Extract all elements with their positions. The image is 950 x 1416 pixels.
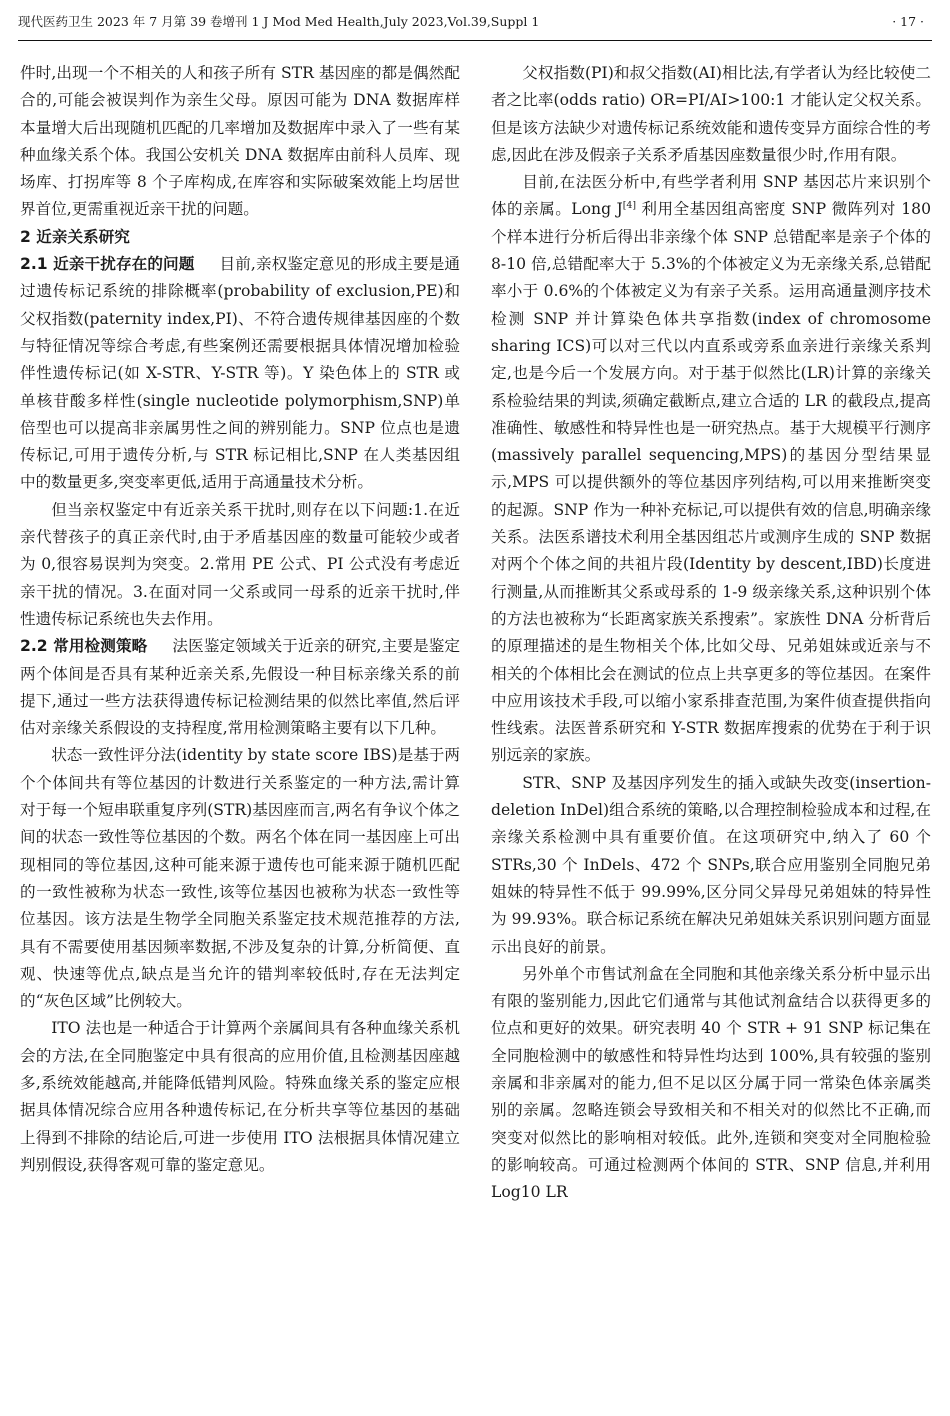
subsection-title: 2.1 近亲干扰存在的问题 [20, 255, 195, 274]
paragraph: ITO 法也是一种适合于计算两个亲属间具有各种血缘关系机会的方法,在全同胞鉴定中具有很高的应用价值,且检测基因座越多,系统效能越高,并能降低错判风险。特殊血缘关系的鉴定应根据具体情况综合应用各种遗传标记,在分析共享等位基因的基础上得到不排除的结论后,可进一步使用 ITO 法根据具体情况建立判别假设,获得客观可靠的鉴定意见。 [20, 1019, 460, 1174]
paragraph: 件时,出现一个不相关的人和孩子所有 STR 基因座的都是偶然配合的,可能会被误判作为亲生父母。原因可能为 DNA 数据库样本量增大后出现随机匹配的几率增加及数据库中录入了一些有某种血缘关系个体。我国公安机关 DNA 数据库由前科人员库、现场库、打拐库等 8 个子库构成,在库容和实际破案效能上均居世界首位,更需重视近亲干扰的问题。 [20, 64, 460, 219]
subsection-body: 目前,亲权鉴定意见的形成主要是通过遗传标记系统的排除概率(probability of exclusion,PE)和父权指数(paternity index,PI)、不符合遗传规律基因座的个数与特征情况等综合考虑,有些案例还需要根据具体情况增加检验伴性遗传标记(如 X-STR、Y-STR 等)。Y 染色体上的 STR 或单核苷酸多样性(single nucleotide polymorphism,SNP)单倍型也可以提高非亲属男性之间的辨别能力。SNP 位点也是遗传标记,可用于遗传分析,与 STR 标记相比,SNP 在人类基因组中的数量更多,突变率更低,适用于高通量技术分析。 [20, 255, 460, 492]
page-number: · 17 · [892, 14, 924, 29]
paragraph: 父权指数(PI)和叔父指数(AI)相比法,有学者认为经比较使二者之比率(odds ratio) OR=PI/AI>100:1 才能认定父权关系。但是该方法缺少对遗传标记系统效能和遗传变异方面综合性的考虑,因此在涉及假亲子关系矛盾基因座数量很少时,作用有限。 [491, 64, 931, 164]
left-column [20, 60, 460, 1179]
section-heading: 2 近亲关系研究 [20, 227, 130, 246]
paragraph: 状态一致性评分法(identity by state score IBS)是基于两个个体间共有等位基因的计数进行关系鉴定的一种方法,需计算对于每一个短串联重复序列(STR)基因座而言,两名有争议个体之间的状态一致性等位基因的个数。两名个体在同一基因座上可出现相同的等位基因,这种可能来源于遗传也可能来源于随机匹配的一致性被称为状态一致性,该等位基因也被称为状态一致性等位基因。该方法是生物学全同胞关系鉴定技术规范推荐的方法,具有不需要使用基因频率数据,不涉及复杂的计算,分析简便、直观、快速等优点,缺点是当允许的错判率较低时,存在无法判定的“灰色区域”比例较大。 [20, 746, 460, 1011]
paragraph [491, 169, 931, 770]
right-column [491, 60, 931, 1206]
citation-ref: [4] [622, 200, 636, 212]
journal-info: 现代医药卫生 2023 年 7 月第 39 卷增刊 1 J Mod Med Health,July 2023,Vol.39,Suppl 1 [18, 14, 540, 29]
subsection-2-1 [20, 251, 460, 497]
paragraph-text: 利用全基因组高密度 SNP 微阵列对 180 个样本进行分析后得出非亲缘个体 SNP 总错配率是亲子个体的 8-10 倍,总错配率大于 5.3%的个体被定义为无亲缘关系,总错配率小于 0.6%的个体被定义为有亲子关系。运用高通量测序技术检测 SNP 并计算染色体共享指数(index of chromosome sharing ICS)可以对三代以内直系或旁系血亲进行亲缘关系判定,也是今后一个发展方向。对于基于似然比(LR)计算的亲缘关系检验结果的判读,须确定截断点,建立合适的 LR 的截段点,提高准确性、敏感性和特异性也是一研究热点。基于大规模平行测序(massively parallel sequencing,MPS)的基因分型结果显示,MPS 可以提供额外的等位基因序列结构,可以用来推断突变的起源。SNP 作为一种补充标记,可以提供有效的信息,明确亲缘关系。法医系谱技术利用全基因组芯片或测序生成的 SNP 数据对两个个体之间的共祖片段(Identity by descent,IBD)长度进行测量,从而推断其父系或母系的 1-9 级亲缘关系,这种识别个体的方法也被称为“长距离家族关系搜索”。家族性 DNA 分析背后的原理描述的是生物相关个体,比如父母、兄弟姐妹或近亲与不相关的个体相比会在测试的位点上共享更多的等位基因。在案件中应用该技术手段,可以缩小家系排查范围,为案件侦查提供指向性线索。法医普系研究和 Y-STR 数据库搜索的优势在于利于识别远亲的家族。 [491, 200, 931, 765]
subsection-2-2 [20, 633, 460, 742]
subsection-title: 2.2 常用检测策略 [20, 637, 148, 656]
paragraph-text: 目前,在法医分析中,有些学者利用 SNP 基因芯片来识别个体的亲属。Long J [491, 173, 931, 219]
paragraph: 另外单个市售试剂盒在全同胞和其他亲缘关系分析中显示出有限的鉴别能力,因此它们通常与其他试剂盒结合以获得更多的位点和更好的效果。研究表明 40 个 STR + 91 SNP 标记集在全同胞检测中的敏感性和特异性均达到 100%,具有较强的鉴别亲属和非亲属对的能力,但不足以区分属于同一常染色体亲属类别的亲属。忽略连锁会导致相关和不相关对的似然比不正确,而突变对似然比的影响相对较低。此外,连锁和突变对全同胞检验的影响较高。可通过检测两个体间的 STR、SNP 信息,并利用 Log10 LR [491, 964, 931, 1202]
subsection-body: 法医鉴定领域关于近亲的研究,主要是鉴定两个体间是否具有某种近亲关系,先假设一种目标亲缘关系的前提下,通过一些方法获得遗传标记检测结果的似然比率值,然后评估对亲缘关系假设的支持程度,常用检测策略主要有以下几种。 [20, 637, 460, 738]
header-rule [18, 40, 932, 41]
paragraph: STR、SNP 及基因序列发生的插入或缺失改变(insertion-deletion InDel)组合系统的策略,以合理控制检验成本和过程,在亲缘关系检测中具有重要价值。在这项研究中,纳入了 60 个 STRs,30 个 InDels、472 个 SNPs,联合应用鉴别全同胞兄弟姐妹的特异性不低于 99.99%,区分同父异母兄弟姐妹的特异性为 99.93%。联合标记系统在解决兄弟姐妹关系识别问题方面显示出良好的前景。 [491, 773, 931, 956]
running-header [18, 10, 932, 34]
paragraph: 但当亲权鉴定中有近亲关系干扰时,则存在以下问题:1.在近亲代替孩子的真正亲代时,由于矛盾基因座的数量可能较少或者为 0,很容易误判为突变。2.常用 PE 公式、PI 公式没有考虑近亲干扰的情况。3.在面对同一父系或同一母系的近亲干扰时,伴性遗传标记系统也失去作用。 [20, 500, 460, 628]
